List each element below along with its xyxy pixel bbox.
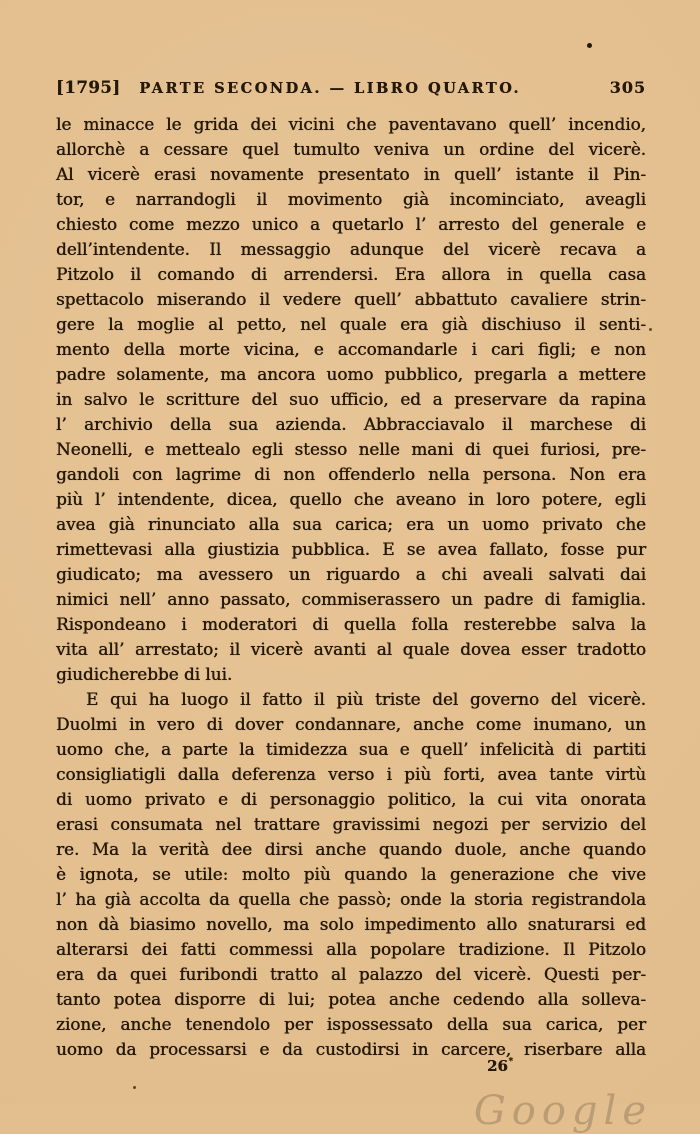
text-line: Duolmi in vero di dover condannare, anche come inumano, un	[56, 714, 646, 734]
text-line: in salvo le scritture del suo ufficio, ed a preservare da rapina	[56, 389, 646, 409]
text-line: erasi consumata nel trattare gravissimi negozi per servizio del	[56, 814, 646, 834]
text-line: l’ archivio della sua azienda. Abbracciavalo il marchese di	[56, 414, 646, 434]
text-line: uomo che, a parte la timidezza sua e quell’ infelicità di partiti	[56, 739, 646, 759]
ink-speck	[133, 1086, 136, 1089]
page-number: 305	[609, 78, 646, 97]
ink-speck	[587, 43, 592, 48]
text-line: giudicato; ma avessero un riguardo a chi aveali salvati dai	[56, 564, 646, 584]
text-line: di uomo privato e di personaggio politico, la cui vita onorata	[56, 789, 646, 809]
text-line: re. Ma la verità dee dirsi anche quando duole, anche quando	[56, 839, 646, 859]
signature-mark	[487, 1057, 513, 1075]
text-line: rimettevasi alla giustizia pubblica. E se avea fallato, fosse pur	[56, 539, 646, 559]
signature-sup: *	[508, 1057, 514, 1067]
text-line: mento della morte vicina, e accomandarle i cari figli; e non	[56, 339, 646, 359]
text-block	[56, 112, 646, 1062]
text-line: è ignota, se utile: molto più quando la generazione che vive	[56, 864, 646, 884]
text-line: giudicherebbe di lui.	[56, 664, 233, 684]
text-line: nimici nell’ anno passato, commiserassero un padre di famiglia.	[56, 589, 646, 609]
watermark-fragment: Google	[473, 1088, 652, 1134]
text-line: Neonelli, e mettealo egli stesso nelle mani di quei furiosi, pre-	[56, 439, 646, 459]
text-line: uomo da processarsi e da custodirsi in carcere, riserbare alla	[56, 1039, 646, 1059]
text-line: vita all’ arrestato; il vicerè avanti al quale dovea esser tradotto	[56, 639, 646, 659]
text-line: più l’ intendente, dicea, quello che aveano in loro potere, egli	[56, 489, 646, 509]
text-line: gandoli con lagrime di non offenderlo nella persona. Non era	[56, 464, 646, 484]
text-line: tor, e narrandogli il movimento già incominciato, aveagli	[56, 189, 646, 209]
text-line: non dà biasimo novello, ma solo impedimento allo snaturarsi ed	[56, 914, 646, 934]
text-line: padre solamente, ma ancora uomo pubblico, pregarla a mettere	[56, 364, 646, 384]
signature-base: 26	[487, 1057, 508, 1075]
text-line: dell’intendente. Il messaggio adunque del vicerè recava a	[56, 239, 646, 259]
text-line: alterarsi dei fatti commessi alla popolare tradizione. Il Pitzolo	[56, 939, 646, 959]
running-title: PARTE SECONDA. — LIBRO QUARTO.	[139, 80, 521, 97]
text-line: E qui ha luogo il fatto il più triste del governo del vicerè.	[86, 689, 646, 709]
text-line: allorchè a cessare quel tumulto veniva un ordine del vicerè.	[56, 139, 646, 159]
text-line: consigliatigli dalla deferenza verso i più forti, avea tante virtù	[56, 764, 646, 784]
text-line: Rispondeano i moderatori di quella folla resterebbe salva la	[56, 614, 646, 634]
text-line: le minacce le grida dei vicini che paventavano quell’ incendio,	[56, 114, 646, 134]
text-line: spettacolo miserando il vedere quell’ abbattuto cavaliere strin-	[56, 289, 646, 309]
text-line: l’ ha già accolta da quella che passò; onde la storia registrandola	[56, 889, 646, 909]
text-line: Al vicerè erasi novamente presentato in quell’ istante il Pin-	[56, 164, 646, 184]
text-line: Pitzolo il comando di arrendersi. Era allora in quella casa	[56, 264, 646, 284]
text-line: era da quei furibondi tratto al palazzo del vicerè. Questi per-	[56, 964, 646, 984]
text-line: zione, anche tenendolo per ispossessato della sua carica, per	[56, 1014, 646, 1034]
text-line: tanto potea disporre di lui; potea anche cedendo alla solleva-	[56, 989, 646, 1009]
page-header	[56, 78, 646, 102]
ink-speck	[649, 328, 652, 331]
edition-year: [1795]	[56, 78, 121, 97]
text-line: gere la moglie al petto, nel quale era già dischiuso il senti-	[56, 314, 646, 334]
text-line: avea già rinunciato alla sua carica; era un uomo privato che	[56, 514, 646, 534]
text-line: chiesto come mezzo unico a quetarlo l’ arresto del generale e	[56, 214, 646, 234]
